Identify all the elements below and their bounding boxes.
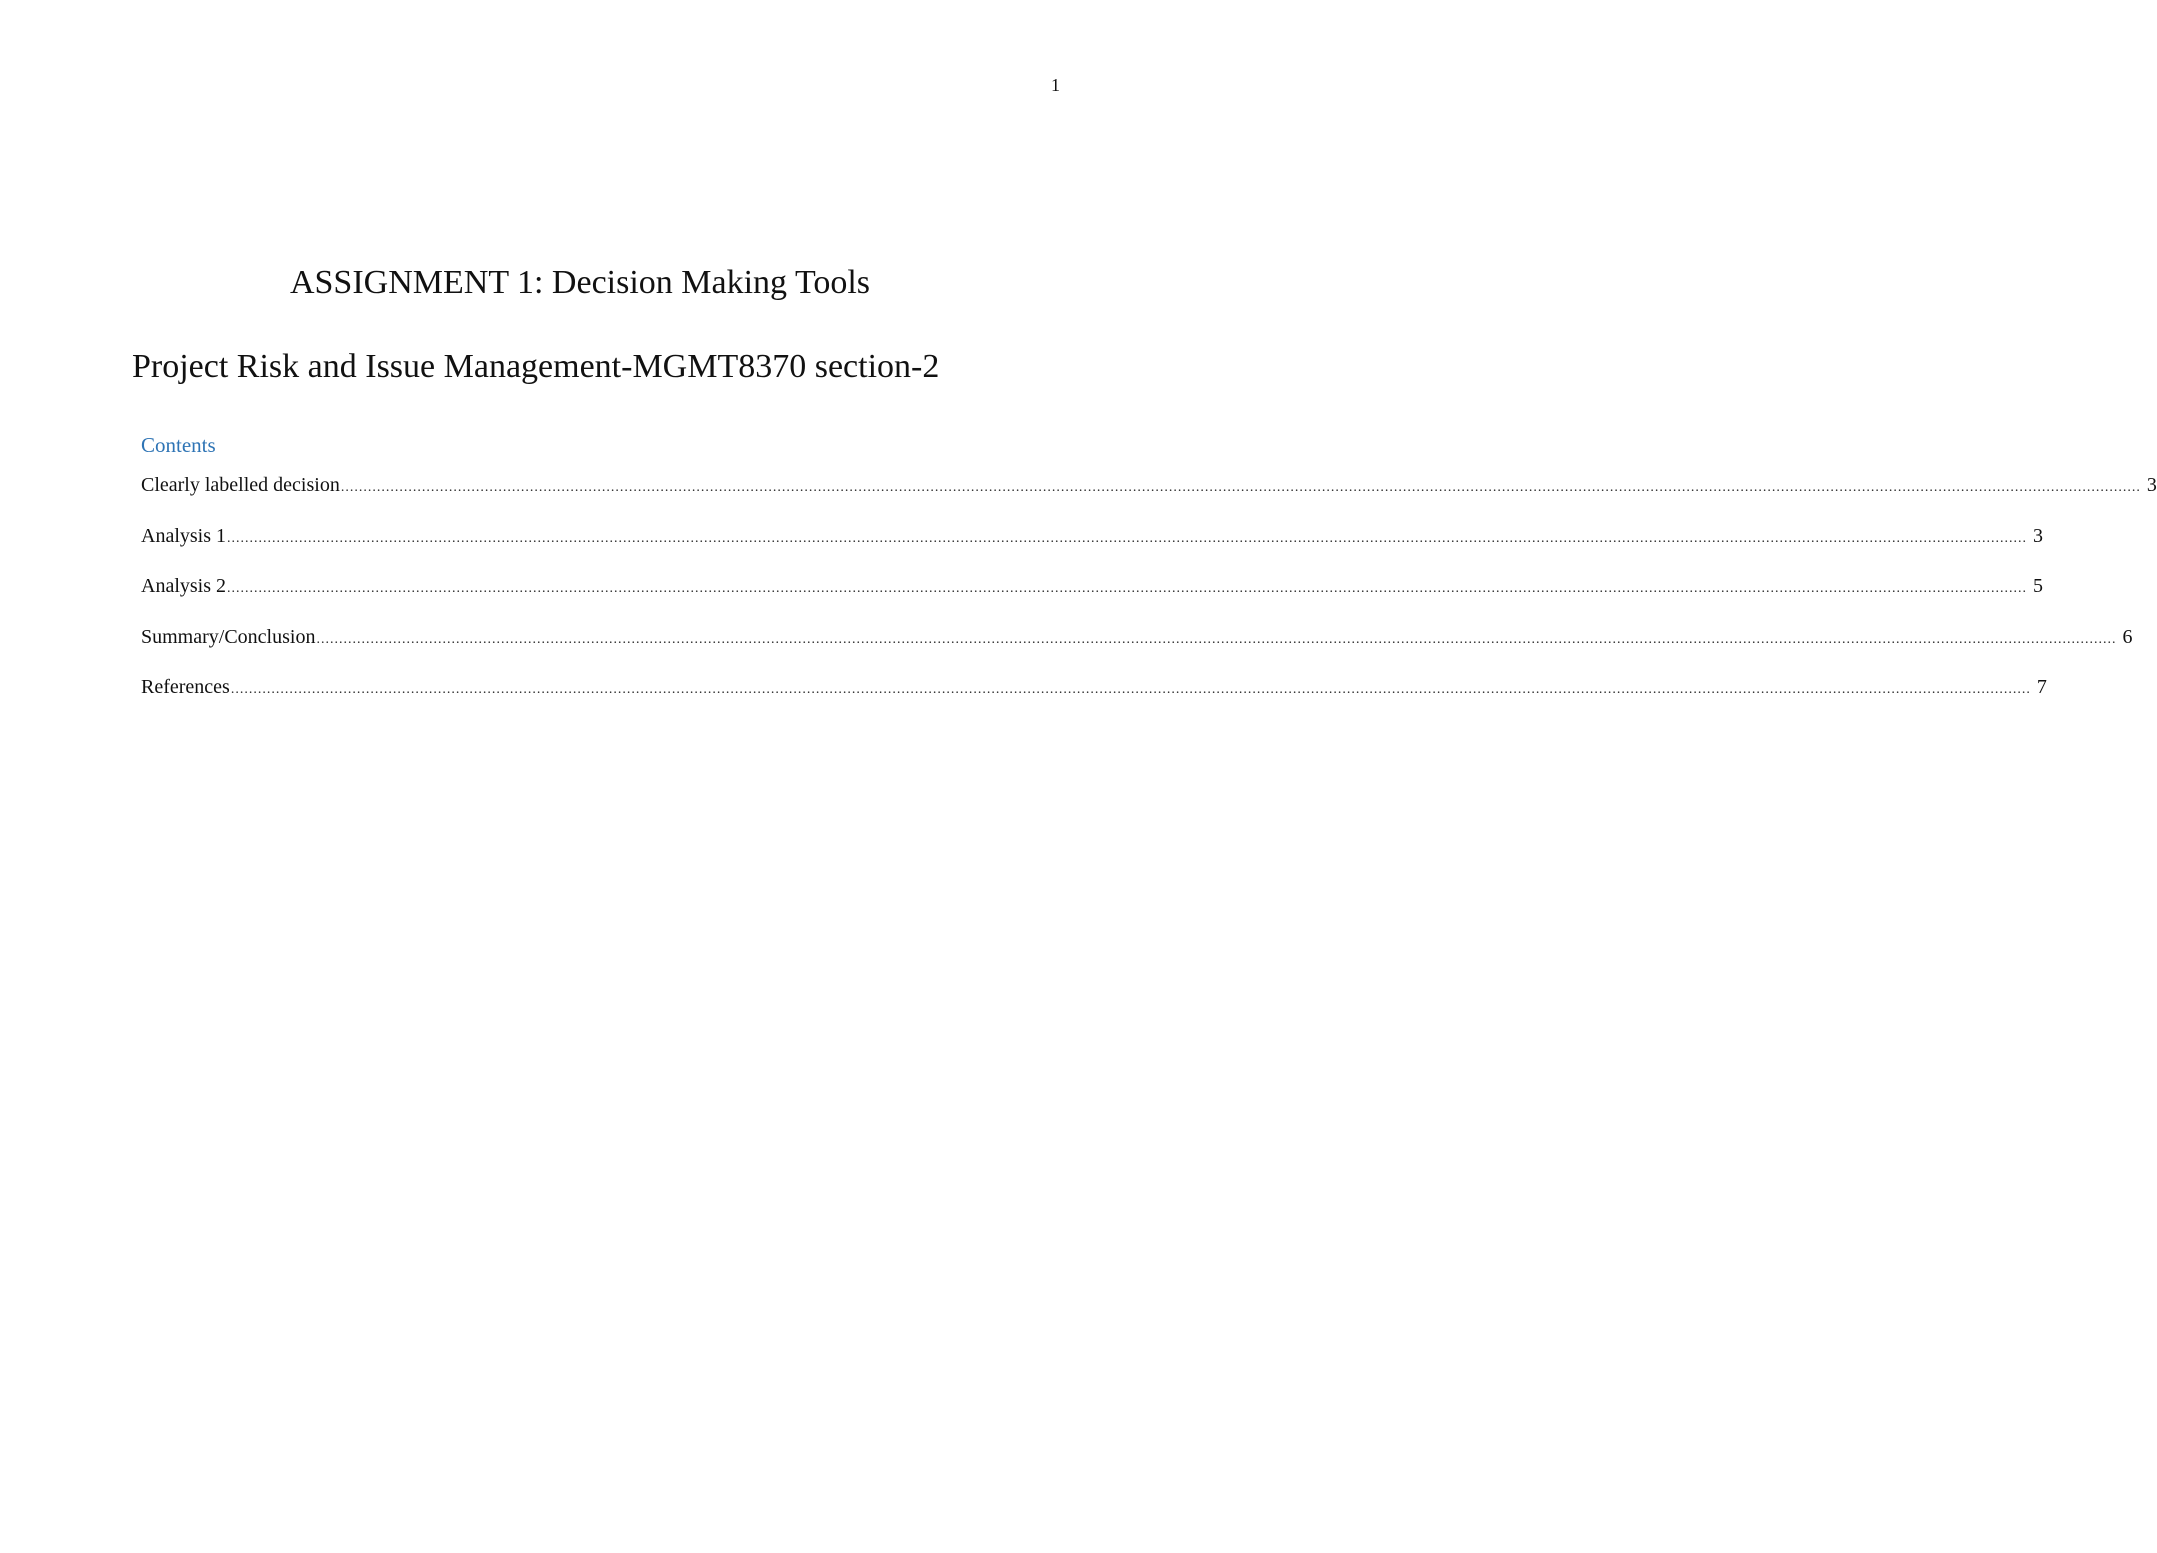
toc-entry-label: References	[141, 676, 230, 698]
toc-entry-label: Analysis 2	[141, 575, 226, 597]
toc-entry-references[interactable]	[141, 672, 2047, 723]
table-of-contents	[141, 470, 2157, 723]
toc-entry-label: Clearly labelled decision	[141, 474, 340, 496]
toc-entry-page: 5	[2033, 575, 2043, 597]
toc-entry-analysis-2[interactable]	[141, 571, 2043, 622]
toc-entry-analysis-1[interactable]	[141, 521, 2043, 572]
toc-dot-leader: ................................................................................................................................................................................................................................................................................................................................................................................................................	[340, 480, 2141, 495]
toc-entry-page: 6	[2122, 625, 2133, 648]
toc-entry-clearly-labelled-decision[interactable]	[141, 470, 2157, 521]
toc-entry-page: 3	[2146, 474, 2157, 496]
toc-dot-leader: ................................................................................................................................................................................................................................................................................................................................................................................................................	[316, 631, 2117, 647]
toc-entry-page: 7	[2036, 676, 2047, 698]
document-title: ASSIGNMENT 1: Decision Making Tools	[289, 264, 871, 301]
toc-entry-summary-conclusion[interactable]	[141, 622, 2133, 673]
toc-dot-leader: ................................................................................................................................................................................................................................................................................................................................................................................................................	[227, 581, 2027, 596]
toc-entry-label: Analysis 1	[141, 524, 226, 547]
toc-dot-leader: ................................................................................................................................................................................................................................................................................................................................................................................................................	[227, 530, 2027, 546]
page-number: 1	[1051, 75, 1060, 95]
course-title: Project Risk and Issue Management-MGMT8370 section-2	[132, 348, 940, 385]
toc-heading: Contents	[141, 433, 216, 457]
toc-dot-leader: ................................................................................................................................................................................................................................................................................................................................................................................................................	[230, 682, 2031, 697]
toc-entry-label: Summary/Conclusion	[141, 625, 316, 648]
toc-entry-page: 3	[2033, 524, 2043, 547]
